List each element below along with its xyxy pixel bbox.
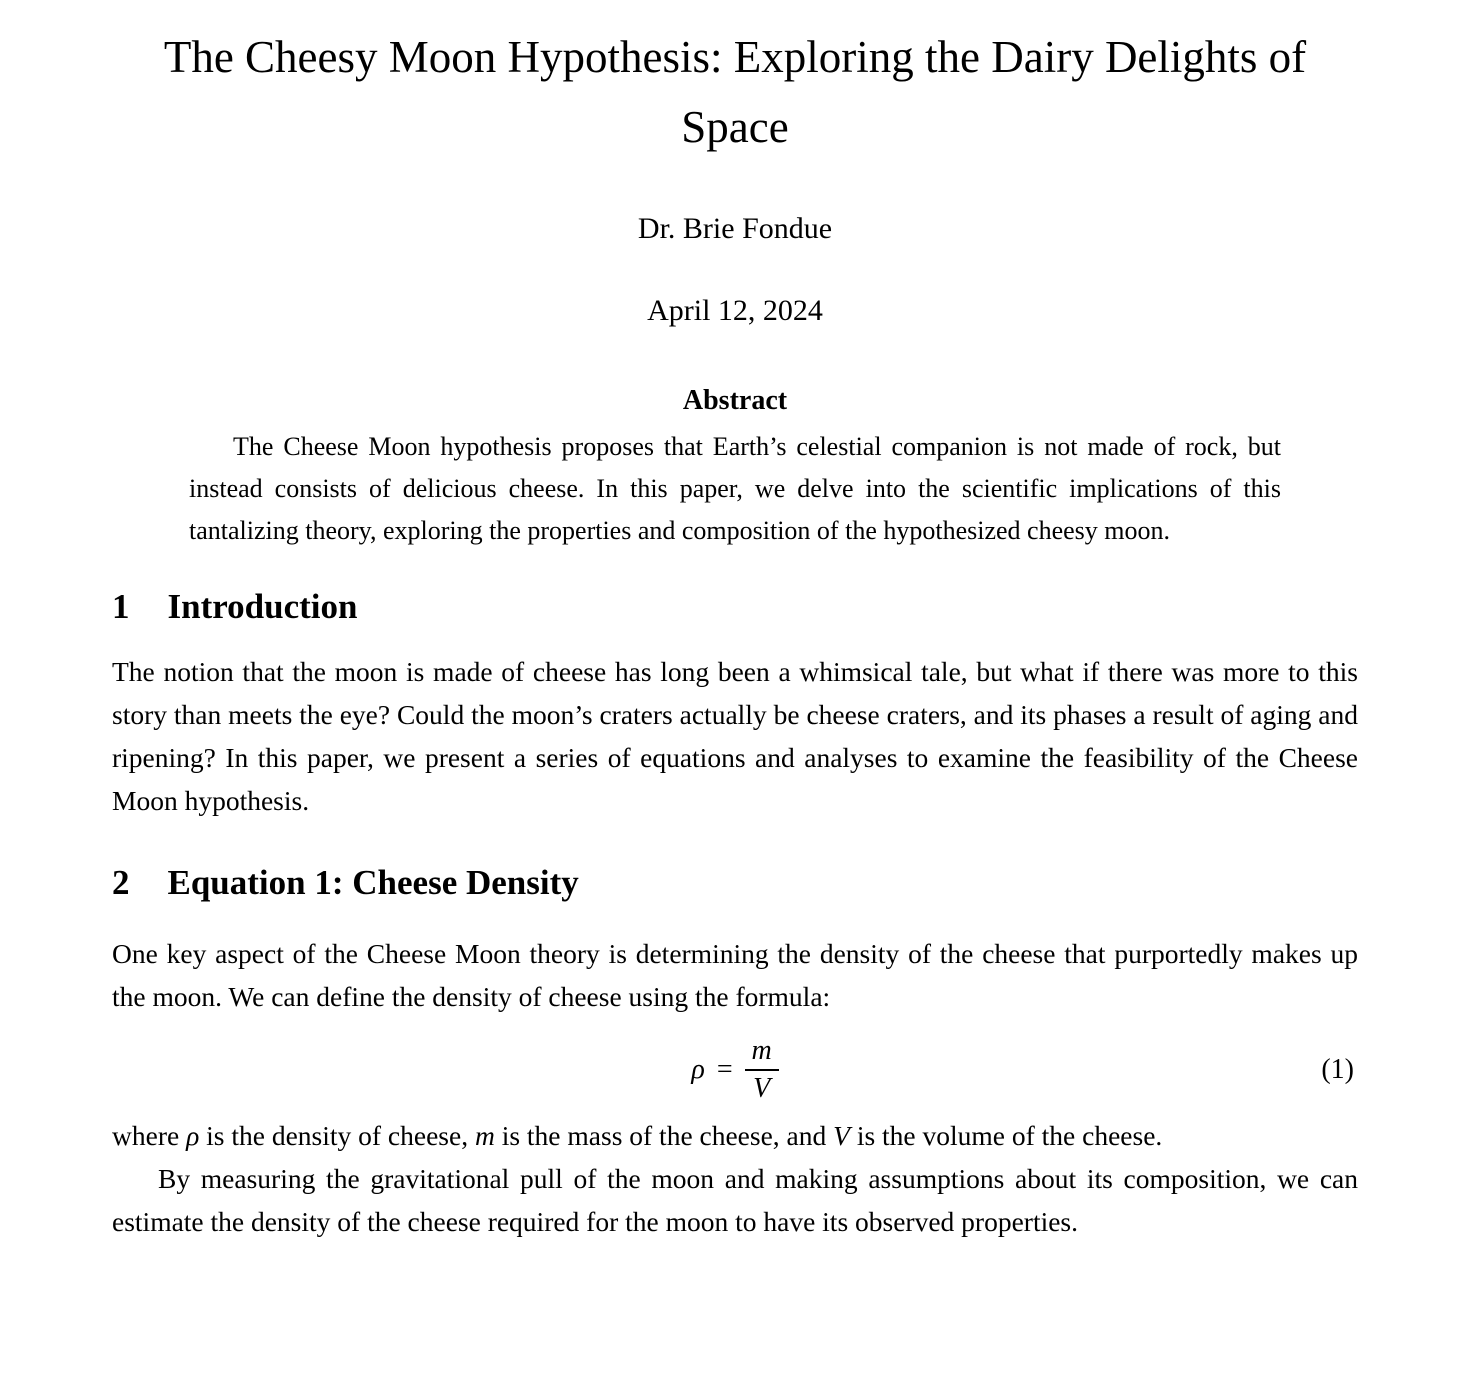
paper-title: The Cheesy Moon Hypothesis: Exploring the Dairy Delights of Space — [163, 32, 1307, 152]
equation-body — [691, 1035, 778, 1105]
abstract-text: The Cheese Moon hypothesis proposes that Earth’s celestial companion is not made of rock, but instead consists of delicious cheese. In this paper, we delve into the scientific implications of this tantalizing theory, exploring the properties and composition of the hypothesized cheesy moon. — [189, 432, 1281, 545]
publication-date: April 12, 2024 — [647, 294, 823, 327]
section-1-heading — [112, 586, 1358, 628]
where-var-m: m — [474, 1120, 495, 1151]
section-2-title: Equation 1: Cheese Density — [167, 863, 579, 902]
section-1-title: Introduction — [167, 587, 358, 626]
where-paragraph — [112, 1114, 1358, 1157]
where-text-3: is the mass of the cheese, and — [494, 1120, 834, 1151]
author-name: Dr. Brie Fondue — [637, 212, 833, 245]
fraction-numerator-m: m — [751, 1035, 772, 1066]
where-text-1: where — [112, 1120, 187, 1151]
where-var-v: V — [833, 1120, 850, 1151]
equation-fraction — [745, 1035, 779, 1105]
section-2-number: 2 — [112, 863, 130, 902]
section-1-number: 1 — [112, 587, 130, 626]
density-intro-paragraph: One key aspect of the Cheese Moon theory is determining the density of the cheese that purportedly makes up the moon. We can define the density of cheese using the formula: — [112, 938, 1358, 1012]
equation-equals-sign: = — [716, 1054, 733, 1085]
closing-paragraph: By measuring the gravitational pull of the moon and making assumptions about its composition, we can estimate the density of the cheese required for the moon to have its observed properties. — [112, 1163, 1358, 1237]
equation-lhs-rho: ρ — [691, 1054, 705, 1085]
abstract-section — [189, 384, 1281, 552]
where-text-4: is the volume of the cheese. — [849, 1120, 1163, 1151]
equation-1 — [112, 1032, 1358, 1108]
section-2-heading — [112, 862, 1358, 904]
where-text-2: is the density of cheese, — [199, 1120, 475, 1151]
fraction-denominator-v: V — [753, 1073, 771, 1104]
fraction-bar — [745, 1069, 779, 1071]
abstract-heading: Abstract — [682, 385, 788, 416]
introduction-paragraph: The notion that the moon is made of cheese has long been a whimsical tale, but what if there was more to this story than meets the eye? Could the moon’s craters actually be cheese craters, and its phases a result of aging and ripening? In this paper, we present a series of equations and analyses to examine the feasibility of the Cheese Moon hypothesis. — [112, 656, 1358, 816]
equation-number: (1) — [1321, 1054, 1354, 1085]
where-var-rho: ρ — [186, 1120, 200, 1151]
